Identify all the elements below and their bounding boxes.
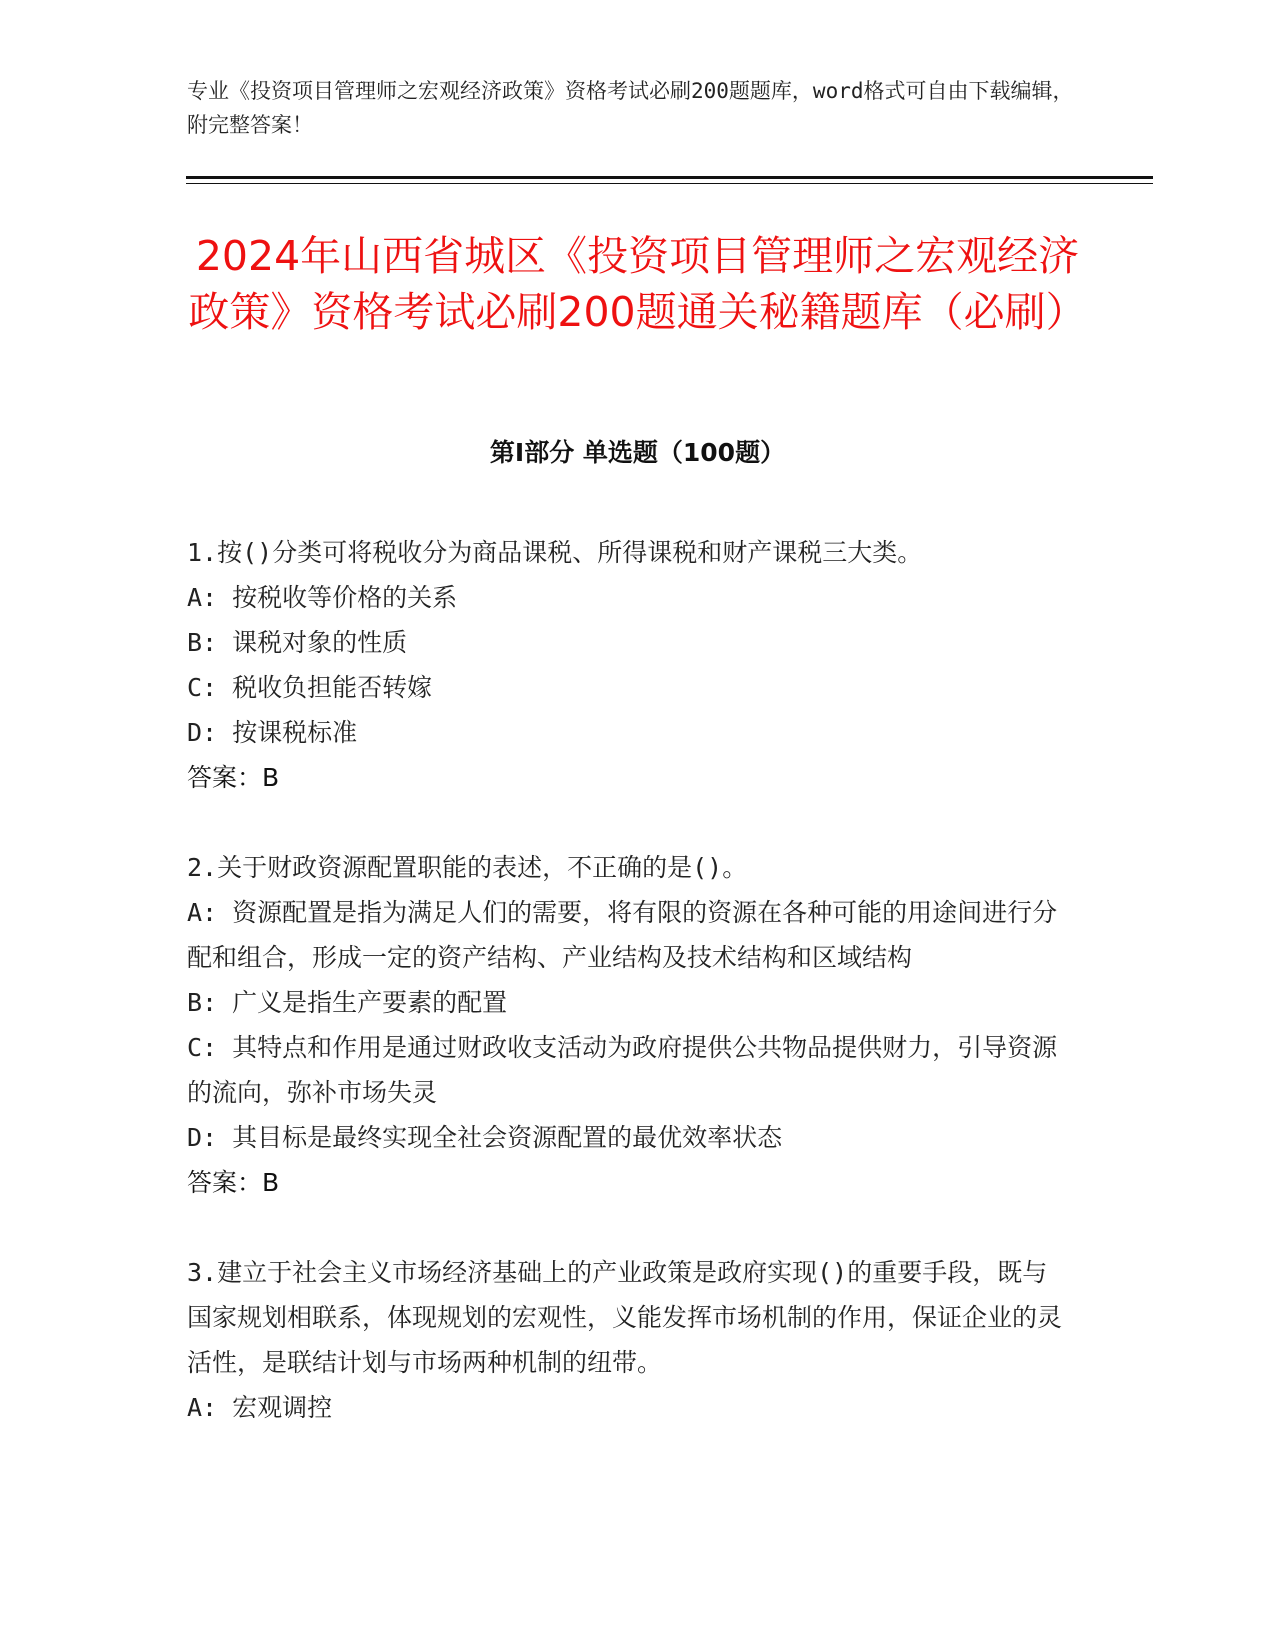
option-c: C: 税收负担能否转嫁 <box>187 673 433 702</box>
option-c: C: 其特点和作用是通过财政收支活动为政府提供公共物品提供财力，引导资源的流向，弥补市场失灵 <box>187 1033 1058 1107</box>
section-title: 第I部分 单选题（100题） <box>489 438 786 467</box>
header-note: 专业《投资项目管理师之宏观经济政策》资格考试必刷200题题库，word格式可自由下载编辑，附完整答案！ <box>187 79 1074 137</box>
option-b: B: 广义是指生产要素的配置 <box>187 988 508 1017</box>
question-stem: 2.关于财政资源配置职能的表述，不正确的是()。 <box>187 853 748 882</box>
question-list <box>187 530 1067 1475</box>
option-d: D: 其目标是最终实现全社会资源配置的最优效率状态 <box>187 1123 783 1152</box>
question-2 <box>187 845 1067 1205</box>
question-stem: 3.建立于社会主义市场经济基础上的产业政策是政府实现()的重要手段，既与国家规划相联系，体现规划的宏观性，义能发挥市场机制的作用，保证企业的灵活性，是联结计划与市场两种机制的纽带。 <box>187 1258 1063 1377</box>
header-divider-thick <box>186 176 1153 179</box>
option-a: A: 按税收等价格的关系 <box>187 583 458 612</box>
question-1 <box>187 530 1067 800</box>
answer: 答案：B <box>187 763 280 792</box>
option-a: A: 宏观调控 <box>187 1393 333 1422</box>
option-d: D: 按课税标准 <box>187 718 358 747</box>
question-3 <box>187 1250 1067 1430</box>
answer: 答案：B <box>187 1168 280 1197</box>
option-b: B: 课税对象的性质 <box>187 628 408 657</box>
question-stem: 1.按()分类可将税收分为商品课税、所得课税和财产课税三大类。 <box>187 538 923 567</box>
header-divider-thin <box>186 183 1153 184</box>
document-title: 2024年山西省城区《投资项目管理师之宏观经济政策》资格考试必刷200题通关秘籍题库（必刷） <box>188 232 1087 336</box>
option-a: A: 资源配置是指为满足人们的需要，将有限的资源在各种可能的用途间进行分配和组合，形成一定的资产结构、产业结构及技术结构和区域结构 <box>187 898 1058 972</box>
